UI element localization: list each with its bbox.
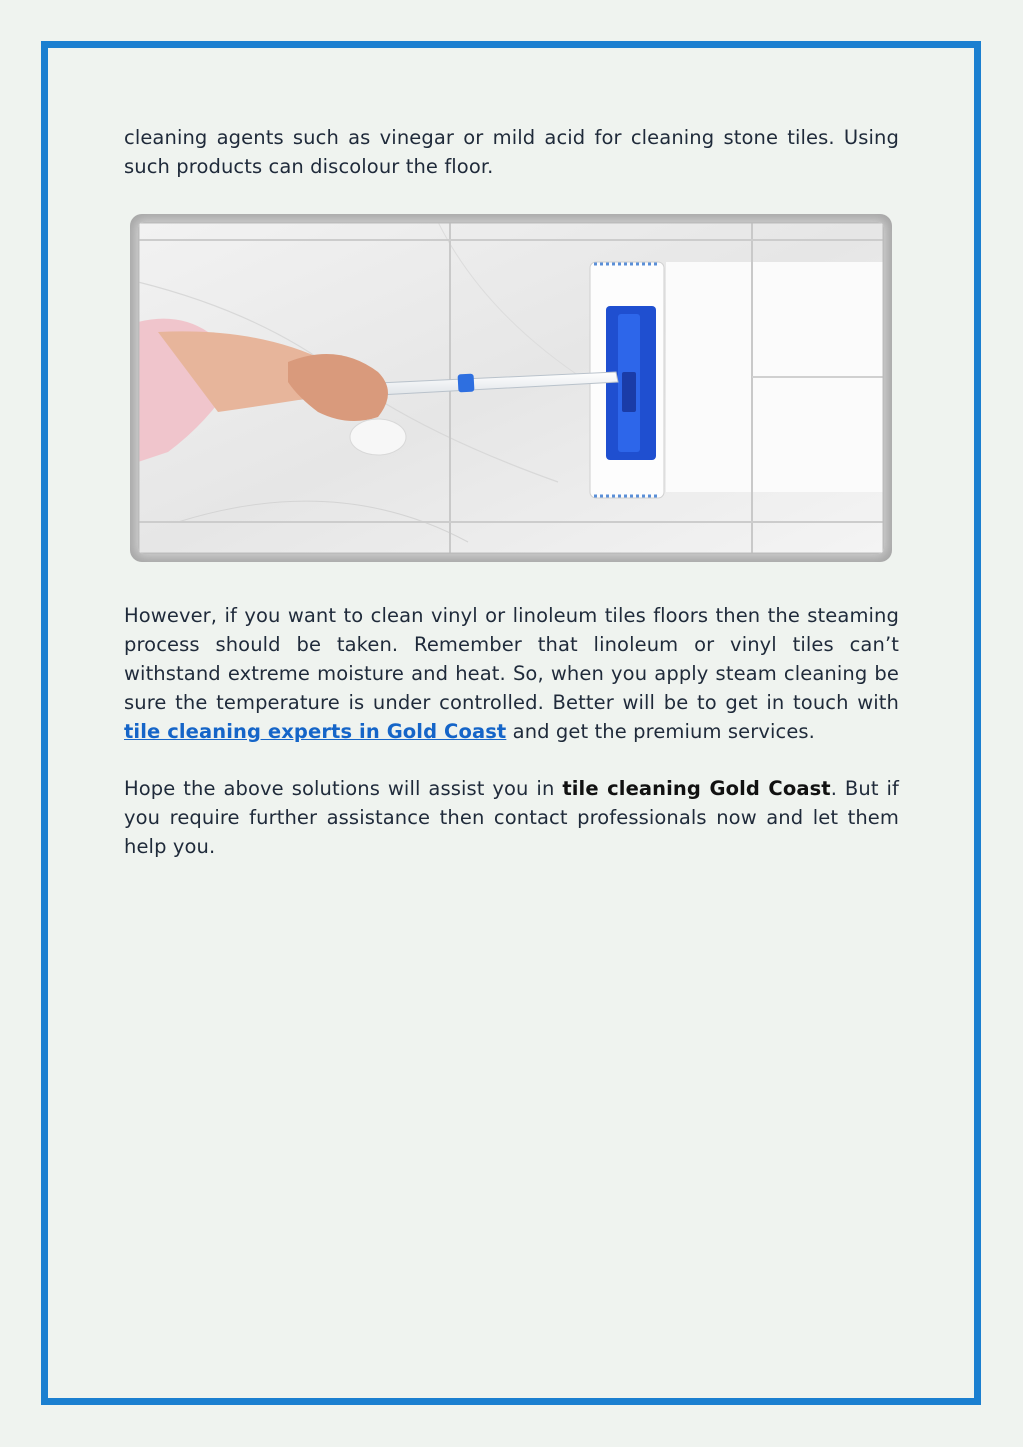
mop-cleaning-tile-floor-photo-icon bbox=[138, 222, 884, 554]
mop-floor-photo bbox=[130, 214, 892, 562]
paragraph-3 bbox=[124, 774, 899, 861]
paragraph-1-text: cleaning agents such as vinegar or mild acid for cleaning stone tiles. Using such products can discolour the floor. bbox=[124, 126, 899, 178]
tile-cleaning-experts-link[interactable]: tile cleaning experts in Gold Coast bbox=[124, 720, 507, 743]
paragraph-1 bbox=[124, 123, 899, 181]
paragraph-2-after-link: and get the premium services. bbox=[506, 720, 815, 743]
paragraph-2-before-link: However, if you want to clean vinyl or linoleum tiles floors then the steaming process should be taken. Remember that linoleum or vinyl tiles can’t withstand extreme moisture and heat. So, when you apply steam cleaning be sure the temperature is under controlled. Better will be to get in touch with bbox=[124, 604, 899, 714]
paragraph-3-after-bold: . But if you require further assistance then contact professionals now and let them help you. bbox=[124, 777, 900, 858]
paragraph-3-text bbox=[124, 774, 899, 861]
paragraph-3-before-bold: Hope the above solutions will assist you in bbox=[124, 777, 563, 800]
tile-cleaning-keyword: tile cleaning Gold Coast bbox=[562, 777, 831, 800]
paragraph-2 bbox=[124, 601, 899, 746]
paragraph-2-text bbox=[124, 601, 899, 746]
